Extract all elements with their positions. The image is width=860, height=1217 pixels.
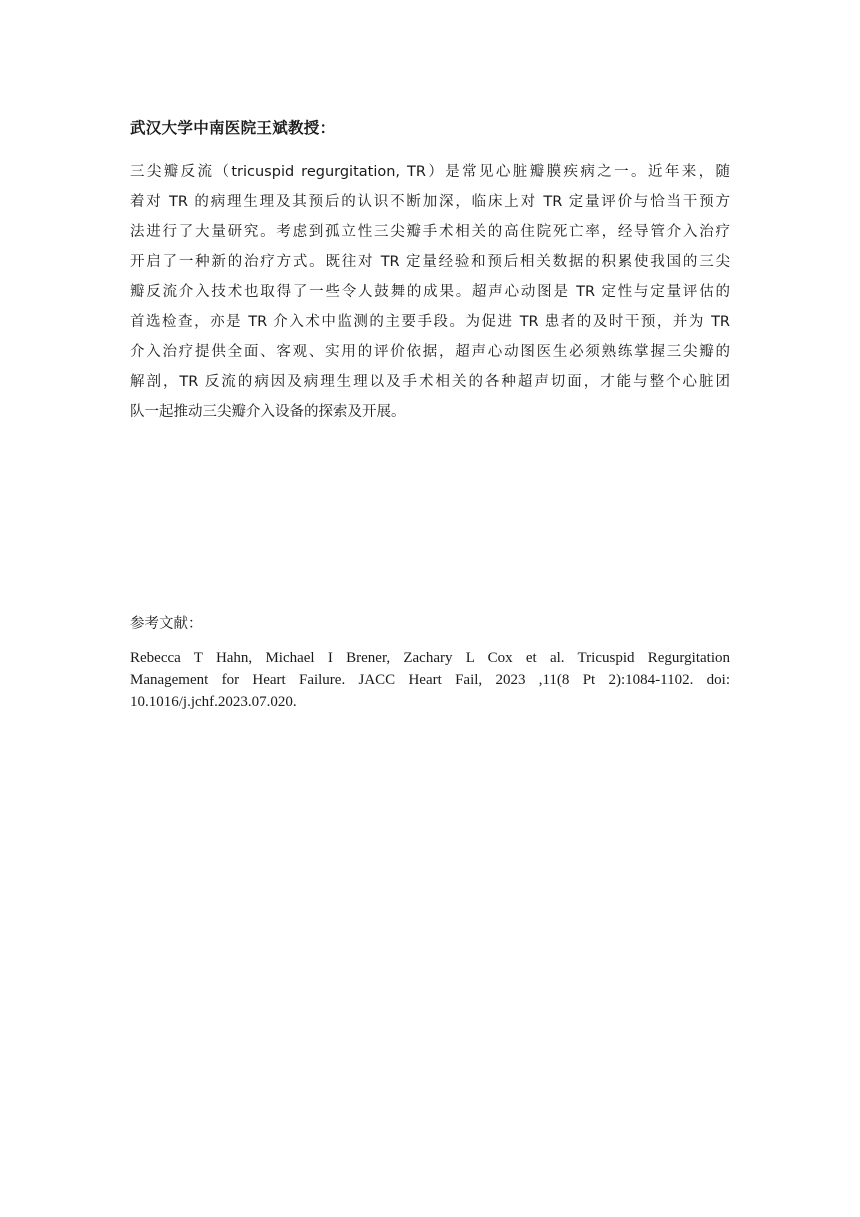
reference-line: 10.1016/j.jchf.2023.07.020. — [130, 694, 297, 710]
reference-entry — [130, 647, 730, 713]
body-line: 开启了一种新的治疗方式。既往对 TR 定量经验和预后相关数据的积累使我国的三尖 — [130, 254, 730, 270]
body-line: 法进行了大量研究。考虑到孤立性三尖瓣手术相关的高住院死亡率，经导管介入治疗 — [130, 224, 730, 240]
author-heading: 武汉大学中南医院王斌教授： — [130, 119, 336, 137]
body-line: 三尖瓣反流（tricuspid regurgitation, TR）是常见心脏瓣膜疾病之一。近年来，随 — [130, 164, 730, 180]
body-line: 解剖，TR 反流的病因及病理生理以及手术相关的各种超声切面，才能与整个心脏团 — [130, 374, 730, 390]
reference-line: Management for Heart Failure. JACC Heart Fail, 2023 ,11(8 Pt 2):1084-1102. doi: — [130, 672, 730, 688]
body-line: 介入治疗提供全面、客观、实用的评价依据，超声心动图医生必须熟练掌握三尖瓣的 — [130, 344, 730, 360]
body-line: 队一起推动三尖瓣介入设备的探索及开展。 — [130, 404, 406, 420]
body-line: 首选检查，亦是 TR 介入术中监测的主要手段。为促进 TR 患者的及时干预，并为 TR — [130, 314, 730, 330]
reference-line: Rebecca T Hahn, Michael I Brener, Zachary L Cox et al. Tricuspid Regurgitation — [130, 650, 730, 666]
body-paragraph — [130, 157, 730, 427]
body-line: 着对 TR 的病理生理及其预后的认识不断加深，临床上对 TR 定量评价与恰当干预方 — [130, 194, 730, 210]
references-heading: 参考文献： — [130, 616, 203, 632]
body-line: 瓣反流介入技术也取得了一些令人鼓舞的成果。超声心动图是 TR 定性与定量评估的 — [130, 284, 730, 300]
